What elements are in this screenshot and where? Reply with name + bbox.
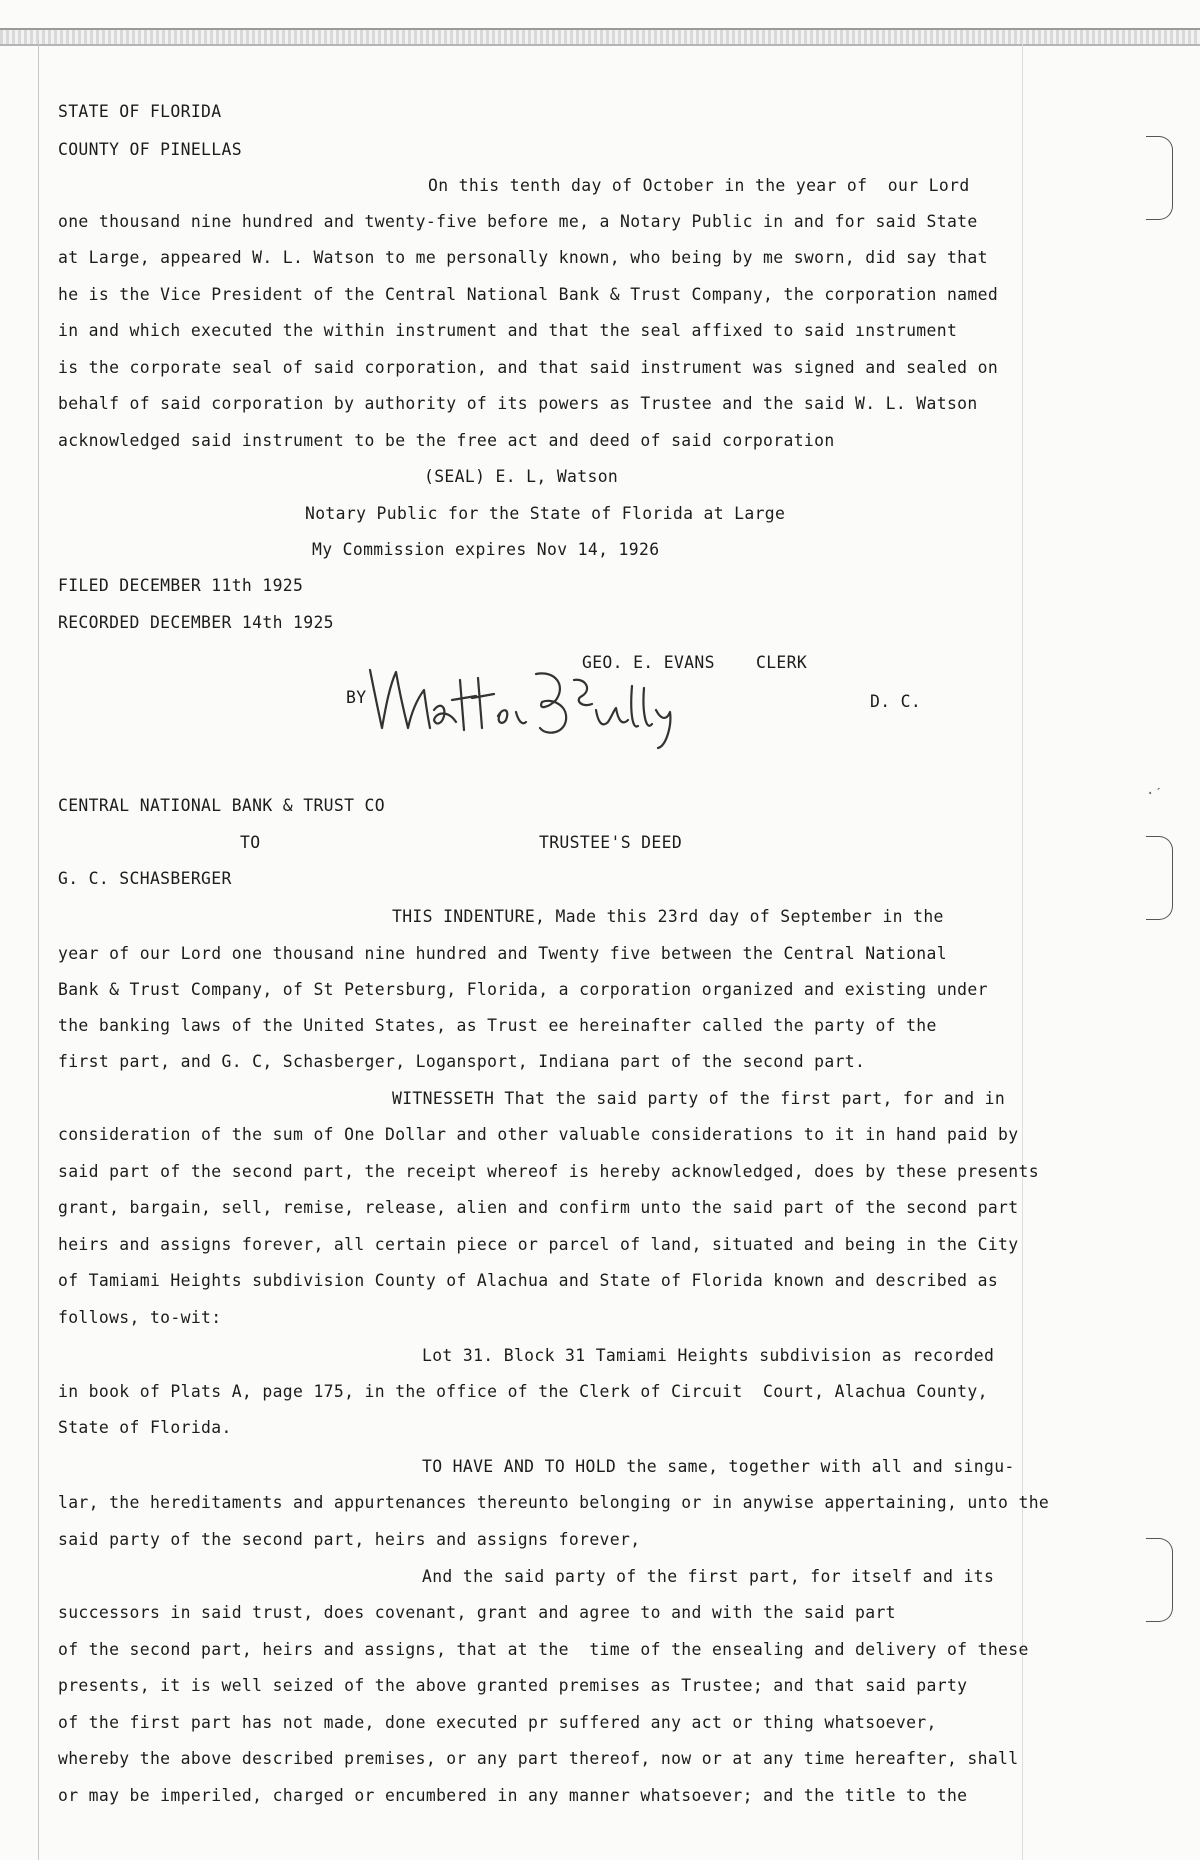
ack-line: at Large, appeared W. L. Watson to me personally known, who being by me sworn, did say that	[58, 248, 988, 267]
deed-body-line: heirs and assigns forever, all certain piece or parcel of land, situated and being in the City	[58, 1235, 1019, 1254]
clerk-title: CLERK	[756, 653, 808, 672]
right-margin-edge	[1022, 40, 1023, 1860]
deed-body-line: of the second part, heirs and assigns, that at the time of the ensealing and delivery of these	[58, 1640, 1029, 1659]
ack-line: one thousand nine hundred and twenty-five before me, a Notary Public in and for said State	[58, 212, 978, 231]
binder-hole-middle	[1146, 836, 1173, 920]
grantor-name: CENTRAL NATIONAL BANK & TRUST CO	[58, 796, 385, 815]
deed-body-line: THIS INDENTURE, Made this 23rd day of September in the	[392, 907, 944, 926]
notary-title: Notary Public for the State of Florida at Large	[305, 504, 786, 523]
ack-line: acknowledged said instrument to be the free act and deed of said corporation	[58, 431, 835, 450]
left-margin-edge	[38, 40, 39, 1860]
deed-body-line: successors in said trust, does covenant, grant and agree to and with the said part	[58, 1603, 896, 1622]
deed-body-line: presents, it is well seized of the above granted premises as Trustee; and that said party	[58, 1676, 968, 1695]
deed-body-line: lar, the hereditaments and appurtenances thereunto belonging or in anywise appertaining, unto the	[58, 1493, 1050, 1512]
heading-county: COUNTY OF PINELLAS	[58, 140, 242, 159]
deed-body-line: first part, and G. C, Schasberger, Logansport, Indiana part of the second part.	[58, 1052, 866, 1071]
deed-body-line: TO HAVE AND TO HOLD the same, together with all and singu-	[422, 1457, 1015, 1476]
by-label: BY	[346, 688, 367, 707]
deed-body-line: or may be imperiled, charged or encumbered in any manner whatsoever; and the title to the	[58, 1786, 968, 1805]
deed-body-line: the banking laws of the United States, as Trust ee hereinafter called the party of the	[58, 1016, 937, 1035]
deed-body-line: consideration of the sum of One Dollar and other valuable considerations to it in hand paid by	[58, 1125, 1019, 1144]
filed-date: FILED DECEMBER 11th 1925	[58, 576, 304, 595]
handwritten-signature	[360, 650, 700, 750]
deed-body-line: Bank & Trust Company, of St Petersburg, Florida, a corporation organized and existing under	[58, 980, 988, 999]
to-label: TO	[240, 833, 261, 852]
clerk-name: GEO. E. EVANS	[582, 653, 715, 672]
deed-body-line: said party of the second part, heirs and assigns forever,	[58, 1530, 641, 1549]
ack-line: is the corporate seal of said corporation, and that said instrument was signed and sealed on	[58, 358, 999, 377]
heading-state: STATE OF FLORIDA	[58, 102, 222, 121]
deed-body-line: whereby the above described premises, or any part thereof, now or at any time hereafter, shall	[58, 1749, 1019, 1768]
recorded-date: RECORDED DECEMBER 14th 1925	[58, 613, 334, 632]
deed-body-line: And the said party of the first part, for itself and its	[422, 1567, 995, 1586]
deed-body-line: year of our Lord one thousand nine hundred and Twenty five between the Central National	[58, 944, 947, 963]
binder-hole-top	[1146, 136, 1173, 220]
deed-title: TRUSTEE'S DEED	[539, 833, 683, 852]
deed-body-line: WITNESSETH That the said party of the first part, for and in	[392, 1089, 1006, 1108]
grantee-name: G. C. SCHASBERGER	[58, 869, 232, 888]
deed-body-line: State of Florida.	[58, 1418, 232, 1437]
deed-body-line: of Tamiami Heights subdivision County of Alachua and State of Florida known and described as	[58, 1271, 999, 1290]
deed-body-line: grant, bargain, sell, remise, release, alien and confirm unto the said part of the second part	[58, 1198, 1019, 1217]
binder-hole-bottom	[1146, 1538, 1173, 1622]
ack-line: behalf of said corporation by authority of its powers as Trustee and the said W. L. Watson	[58, 394, 978, 413]
ack-line: he is the Vice President of the Central National Bank & Trust Company, the corporation named	[58, 285, 999, 304]
page-top-border	[0, 28, 1200, 46]
ack-line: in and which executed the within instrument and that the seal affixed to said ınstrument	[58, 321, 958, 340]
deed-body-line: of the first part has not made, done executed pr suffered any act or thing whatsoever,	[58, 1713, 937, 1732]
deed-body-line: Lot 31. Block 31 Tamiami Heights subdivision as recorded	[422, 1346, 995, 1365]
deed-body-line: in book of Plats A, page 175, in the office of the Clerk of Circuit Court, Alachua County,	[58, 1382, 988, 1401]
deputy-clerk-label: D. C.	[870, 692, 922, 711]
notary-seal: (SEAL) E. L, Watson	[424, 467, 619, 486]
deed-body-line: said part of the second part, the receipt whereof is hereby acknowledged, does by these presents	[58, 1162, 1039, 1181]
ack-line: On this tenth day of October in the year of our Lord	[428, 176, 970, 195]
notary-commission: My Commission expires Nov 14, 1926	[312, 540, 660, 559]
stray-mark: ·ˊ	[1146, 786, 1163, 802]
deed-body-line: follows, to-wit:	[58, 1308, 222, 1327]
